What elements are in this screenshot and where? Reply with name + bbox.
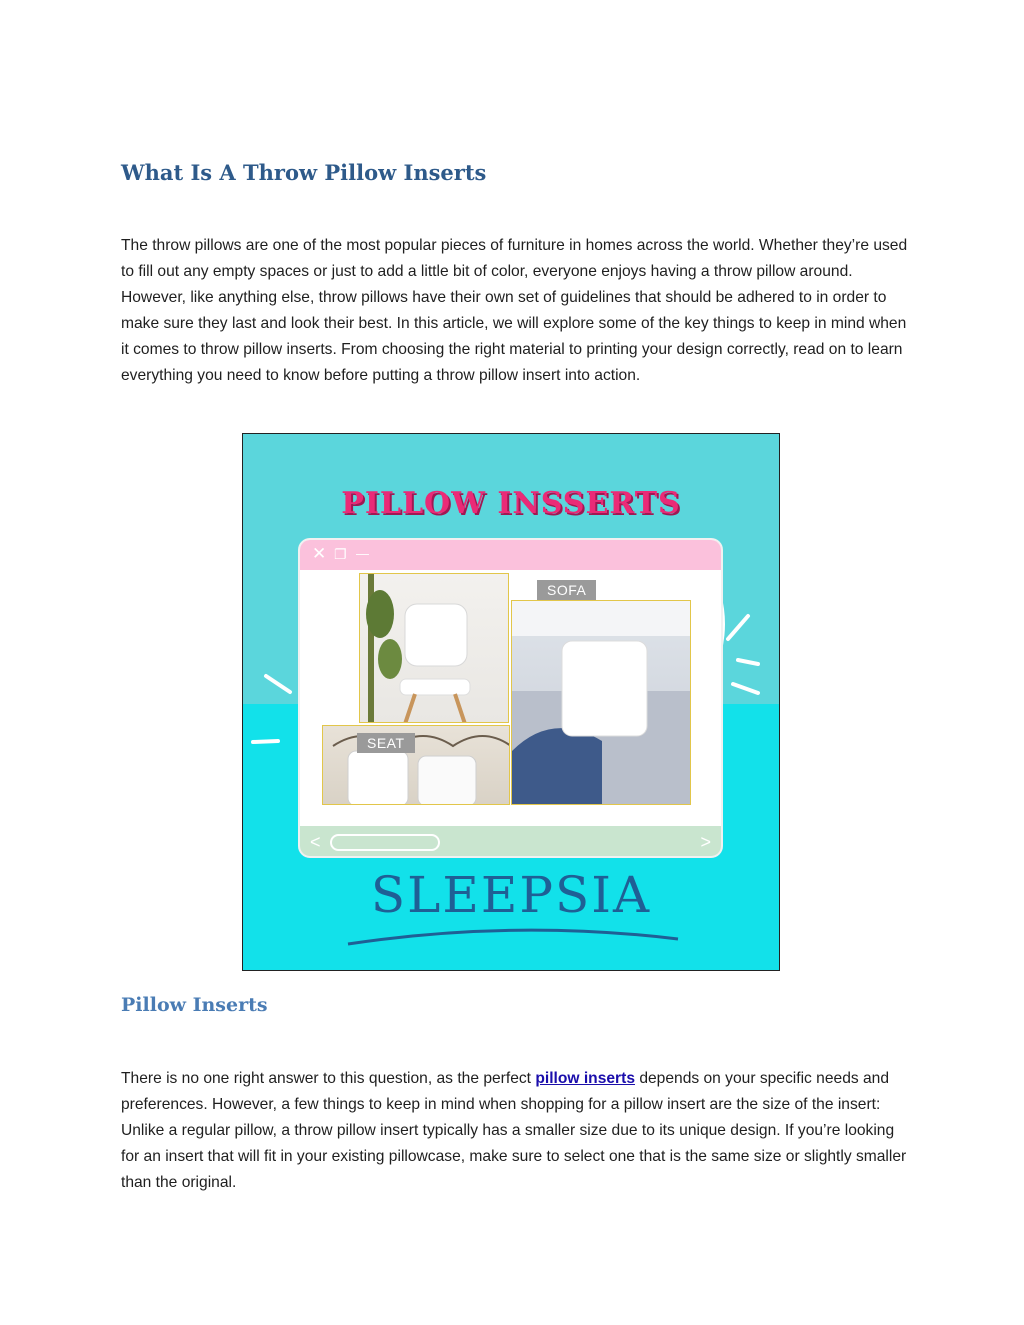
page-title: What Is A Throw Pillow Inserts [121, 160, 487, 185]
scroll-thumb [330, 834, 440, 851]
pillow-inserts-paragraph [121, 1066, 911, 1196]
logo-swoosh-icon [343, 924, 683, 954]
window-scroll-bar [300, 826, 721, 856]
minimize-icon: — [356, 546, 369, 561]
sofa-label: SOFA [537, 580, 596, 600]
decorative-lines-right [718, 594, 778, 704]
banner-title: PILLOW INSSERTS [341, 486, 681, 521]
pillow-inserts-banner [242, 433, 780, 971]
close-icon: ✕ [312, 544, 327, 563]
sofa-pillow-photo [511, 600, 691, 805]
chevron-left-icon: < [310, 832, 321, 852]
seat-label: SEAT [357, 733, 415, 753]
window-title-bar [300, 540, 721, 570]
chevron-right-icon: > [700, 832, 711, 852]
bed-pillow-photo [322, 725, 510, 805]
browser-window-graphic [298, 538, 723, 858]
restore-icon: ❐ [334, 546, 347, 562]
intro-paragraph: The throw pillows are one of the most popular pieces of furniture in homes across the world. Whether they’re used to fill out any empty spaces or just to add a little bit of color, everyone enjoys having a throw pillow around. However, like anything else, throw pillows have their own set of guidelines that should be adhered to in order to make sure they last and look their best. In this article, we will explore some of the key things to keep in mind when it comes to throw pillow inserts. From choosing the right material to printing your design correctly, read on to learn everything you need to know before putting a throw pillow insert into action. [121, 237, 908, 384]
paragraph-text-end: depends on your specific needs and preferences. However, a few things to keep in mind when shopping for a pillow insert are the size of the insert: Unlike a regular pillow, a throw pillow insert typically has a smaller size due to its unique design. If you’re looking for an insert that will fit in your existing pillowcase, make sure to select one that is the same size or slightly smaller than the original. [121, 1070, 907, 1191]
chair-pillow-photo [359, 573, 509, 723]
sleepsia-logo: SLEEPSIA [370, 866, 652, 924]
pillow-inserts-link[interactable]: pillow inserts [535, 1070, 635, 1087]
paragraph-text-start: There is no one right answer to this question, as the perfect [121, 1070, 536, 1087]
section-heading: Pillow Inserts [121, 994, 268, 1016]
